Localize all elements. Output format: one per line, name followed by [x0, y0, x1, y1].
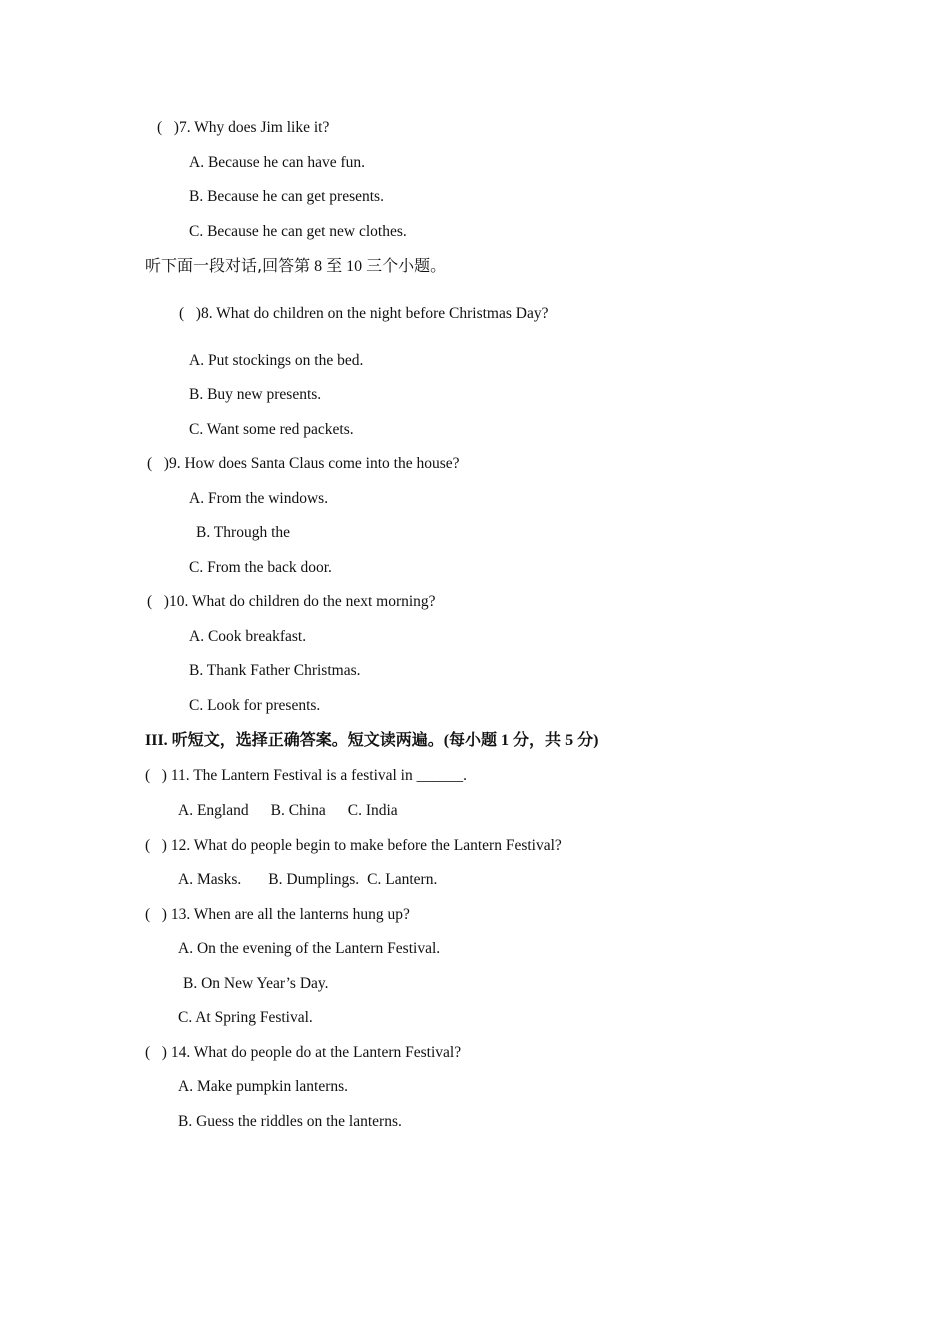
question-10-stem: ( )10. What do children do the next morning? — [147, 593, 436, 610]
question-12-options — [178, 870, 437, 890]
question-13-option-c: C. At Spring Festival. — [178, 1009, 313, 1026]
question-12-option-b: B. Dumplings. — [268, 871, 360, 888]
instruction-8-10-num1: 8 — [310, 258, 327, 275]
section-3-score-text-1: 每小题 — [449, 730, 498, 749]
section-3-heading — [145, 729, 598, 752]
question-10-option-b: B. Thank Father Christmas. — [189, 662, 361, 679]
question-10-option-a: A. Cook breakfast. — [189, 628, 307, 645]
question-13-stem: ( ) 13. When are all the lanterns hung up? — [145, 906, 410, 923]
question-11-stem: ( ) 11. The Lantern Festival is a festival in ______. — [145, 767, 467, 784]
instruction-8-10-pre: 听下面一段对话,回答第 — [145, 256, 311, 275]
question-14-stem: ( ) 14. What do people do at the Lantern Festival? — [145, 1044, 462, 1061]
instruction-8-10 — [145, 255, 446, 278]
question-7-option-c: C. Because he can get new clothes. — [189, 223, 407, 240]
section-3-title: 听短文，选择正确答案。短文读两遍。 — [171, 730, 444, 749]
question-12-option-a: A. Masks. — [178, 871, 242, 888]
question-11-option-c: C. India — [347, 802, 398, 819]
question-9-stem: ( )9. How does Santa Claus come into the house? — [147, 455, 460, 472]
instruction-8-10-post: 三个小题。 — [366, 256, 447, 275]
question-12-stem: ( ) 12. What do people begin to make before the Lantern Festival? — [145, 837, 562, 854]
question-9-option-b: B. Through the — [196, 524, 290, 541]
section-3-score-close: ) — [593, 732, 599, 749]
question-11-option-a: A. England — [178, 802, 249, 819]
section-3-score-number-1: 1 — [497, 732, 514, 749]
question-8-option-a: A. Put stockings on the bed. — [189, 352, 364, 369]
question-8-stem: ( )8. What do children on the night before Christmas Day? — [179, 305, 549, 322]
section-3-roman: III. — [145, 732, 172, 749]
section-3-score-text-2: 分，共 — [513, 730, 562, 749]
section-3-score-number-2: 5 — [561, 732, 578, 749]
question-10-option-c: C. Look for presents. — [189, 697, 321, 714]
question-9-option-c: C. From the back door. — [189, 559, 332, 576]
section-3-score-open: ( — [443, 732, 450, 749]
question-8-option-c: C. Want some red packets. — [189, 421, 354, 438]
question-14-option-b: B. Guess the riddles on the lanterns. — [178, 1113, 402, 1130]
question-7-option-b: B. Because he can get presents. — [189, 188, 384, 205]
question-7-stem: ( )7. Why does Jim like it? — [157, 119, 330, 136]
section-3-score-text-3: 分 — [577, 730, 594, 749]
question-14-option-a: A. Make pumpkin lanterns. — [178, 1078, 349, 1095]
question-13-option-b: B. On New Year’s Day. — [183, 975, 329, 992]
question-11-option-b: B. China — [270, 802, 326, 819]
instruction-8-10-mid: 至 — [326, 256, 343, 275]
question-12-option-c: C. Lantern. — [367, 871, 438, 888]
question-7-option-a: A. Because he can have fun. — [189, 154, 366, 171]
question-11-options — [178, 801, 398, 821]
question-8-option-b: B. Buy new presents. — [189, 386, 322, 403]
question-9-option-a: A. From the windows. — [189, 490, 329, 507]
question-13-option-a: A. On the evening of the Lantern Festival. — [178, 940, 441, 957]
instruction-8-10-num2: 10 — [342, 258, 367, 275]
